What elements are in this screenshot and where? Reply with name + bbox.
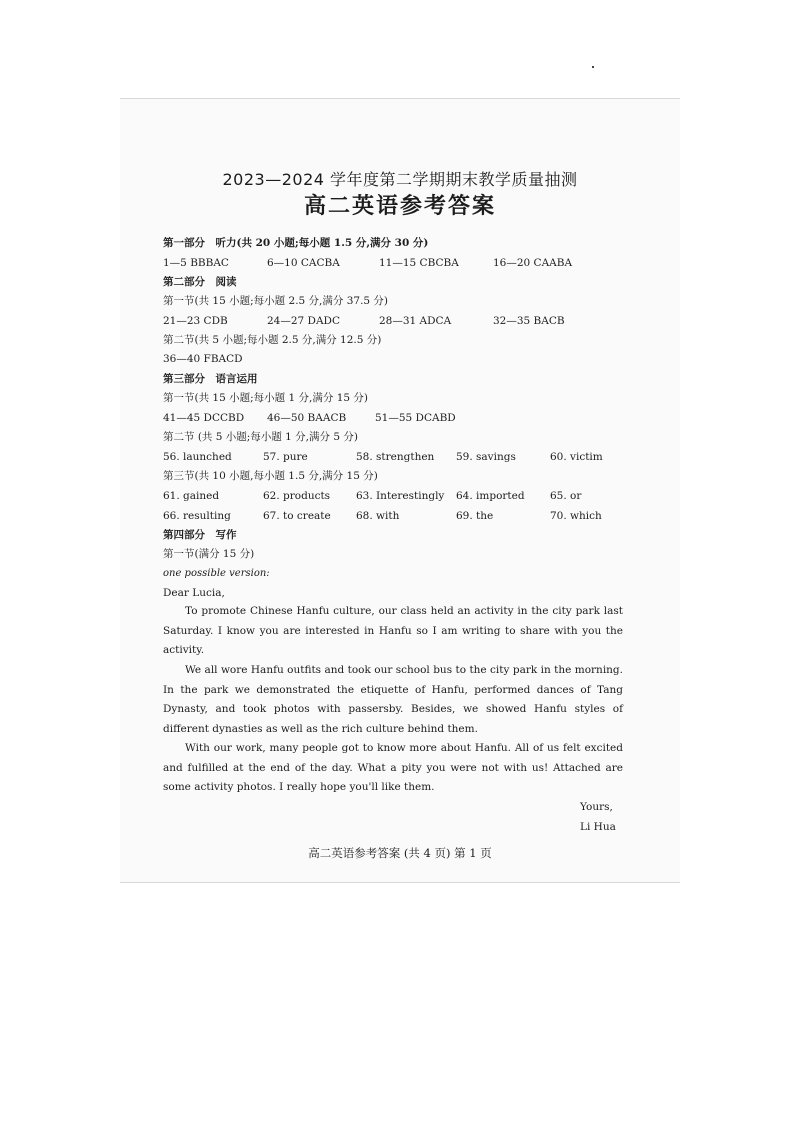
answer-item: 65. or [550,490,582,502]
answer-item: 66. resulting [163,510,231,522]
part3-section1-heading: 第一节(共 15 小题;每小题 1 分,满分 15 分) [163,392,368,404]
answer-item: 36—40 FBACD [163,353,243,365]
scan-top-edge [120,98,680,99]
answer-item: 69. the [456,510,494,522]
answer-item: 63. Interestingly [356,490,445,502]
answer-item: 41—45 DCCBD [163,412,245,424]
page-footer: 高二英语参考答案 (共 4 页) 第 1 页 [308,846,492,860]
answer-item: 58. strengthen [356,451,435,463]
answer-item: 21—23 CDB [163,315,228,327]
answer-item: 32—35 BACB [493,315,565,327]
answer-item: 68. with [356,510,400,522]
part4-section1-heading: 第一节(满分 15 分) [163,548,255,560]
answer-item: 61. gained [163,490,220,502]
letter-paragraph: We all wore Hanfu outfits and took our school bus to the city park in the morning. In the park we demonstrated the etiquette of Hanfu, performed dances of Tang Dynasty, and took photos with passersby. Besides, we showed Hanfu styles of different dynasties as well as the rich culture behind them. [163,664,623,735]
answer-item: 1—5 BBBAC [163,257,229,269]
letter-paragraph: With our work, many people got to know more about Hanfu. All of us felt excited and fulfilled at the end of the day. What a pity you were not with us! Attached are some activity photos. I really hope you'll like them. [163,742,623,793]
answer-item: 6—10 CACBA [267,257,340,269]
part1-heading: 第一部分 听力(共 20 小题;每小题 1.5 分,满分 30 分) [163,237,429,249]
part2-section1-heading: 第一节(共 15 小题;每小题 2.5 分,满分 37.5 分) [163,295,389,307]
letter-greeting: Dear Lucia, [163,587,225,599]
answer-item: 46—50 BAACB [267,412,347,424]
answer-item: 59. savings [456,451,516,463]
document-subtitle: 高二英语参考答案 [303,194,496,219]
part3-section3-heading: 第三节(共 10 小题,每小题 1.5 分,满分 15 分) [163,470,378,482]
answer-item: 67. to create [263,510,331,522]
part4-heading: 第四部分 写作 [163,529,237,541]
scan-bottom-edge [120,882,680,883]
letter-signature: Li Hua [580,821,616,833]
part2-heading: 第二部分 阅读 [163,276,237,288]
answer-item: 57. pure [263,451,308,463]
answer-item: 28—31 ADCA [379,315,452,327]
answer-item: 70. which [550,510,602,522]
answer-item: 24—27 DADC [267,315,341,327]
answer-item: 60. victim [550,451,603,463]
part3-heading: 第三部分 语言运用 [163,373,258,385]
part3-section2-heading: 第二节 (共 5 小题;每小题 1 分,满分 5 分) [163,431,358,443]
answer-item: 62. products [263,490,331,502]
answer-item: 11—15 CBCBA [379,257,459,269]
letter-closing: Yours, [580,801,613,813]
letter-paragraph: To promote Chinese Hanfu culture, our class held an activity in the city park last Saturday. I know you are interested in Hanfu so I am writing to share with you the activity. [163,605,623,656]
answer-item: 51—55 DCABD [375,412,456,424]
answer-item: 56. launched [163,451,232,463]
scan-speck [592,66,594,68]
document-title: 2023—2024 学年度第二学期期末教学质量抽测 [222,170,578,189]
version-label: one possible version: [163,568,270,579]
answer-item: 16—20 CAABA [493,257,573,269]
answer-item: 64. imported [456,490,525,502]
part2-section2-heading: 第二节(共 5 小题;每小题 2.5 分,满分 12.5 分) [163,334,382,346]
